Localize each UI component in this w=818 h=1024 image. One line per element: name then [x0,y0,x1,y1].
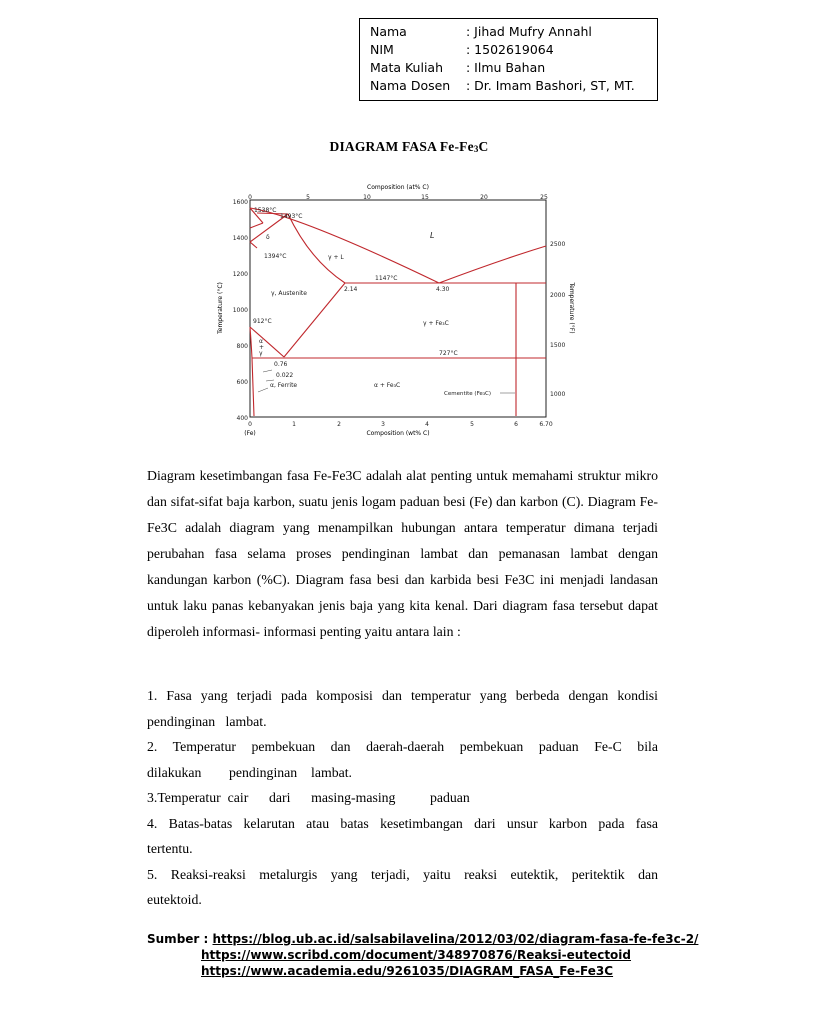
liquidus-left [250,208,439,283]
info-label: Nama [370,24,407,39]
left-tick: 1600 [232,199,248,206]
student-info-box [359,18,658,101]
info-value: : 1502619064 [466,42,554,57]
top-tick: 5 [306,194,310,201]
label-alpha-fe3c: α + Fe₃C [374,382,401,389]
ferrite-solvus [250,327,254,416]
left-tick: 1200 [232,271,248,278]
right-tick: 1000 [550,391,566,398]
list-line: dilakukan pendinginan lambat. [147,764,352,780]
paragraph-line: dan karbida besi Fe3C ini menjadi landasan untuk laku panas kebanyakan jenis [147,572,658,613]
left-tick: 1000 [232,307,248,314]
paragraph-line: Diagram kesetimbangan fasa Fe-Fe3C adalah alat penting untuk memahami [147,468,574,483]
paragraph-line: antara temperatur dimana terjadi perubahan fasa selama proses pendinginan [147,520,658,561]
label-cementite: Cementite (Fe₃C) [444,391,492,397]
title-main: DIAGRAM FASA Fe-Fe [329,139,474,154]
right-tick: 2500 [550,241,566,248]
bottom-tick: 3 [381,421,385,428]
liquidus-right [439,246,546,283]
list-line: 1. Fasa yang terjadi pada komposisi dan temperatur yang berbeda dengan kondisi [147,688,658,703]
left-axis-title: Temperature (°C) [217,282,224,334]
label-delta: δ [266,234,270,241]
top-tick: 10 [363,194,371,201]
left-tick: 600 [236,379,248,386]
label-912: 912°C [253,318,272,325]
document-title [0,139,818,155]
information-list [147,683,658,913]
label-1493: 1493°C [280,213,303,220]
info-row-name [370,23,657,41]
label-austenite: γ, Austenite [271,290,307,297]
title-subscript: 3 [473,144,479,154]
left-tick: 800 [236,343,248,350]
label-0-022: 0.022 [276,372,294,379]
top-axis-title: Composition (at% C) [367,184,429,191]
info-row-nim [370,41,657,59]
label-2-14: 2.14 [344,286,358,293]
paragraph-line: karbon (C). Diagram Fe-Fe3C adalah diagram yang menampilkan hubungan [147,494,658,535]
label-727: 727°C [439,350,458,357]
info-value: : Ilmu Bahan [466,60,546,75]
source-link[interactable]: https://blog.ub.ac.id/salsabilavelina/2012/03/02/diagram-fasa-fe-fe3c-2/ [212,932,699,946]
info-value: : Jihad Mufry Annahl [466,24,592,39]
label-1538: 1538°C [254,207,277,214]
bottom-axis-title: Composition (wt% C) [366,430,430,437]
bottom-tick: 6 [514,421,518,428]
list-line: pendinginan lambat. [147,713,267,729]
info-label: Nama Dosen [370,78,451,93]
label-0-76: 0.76 [274,361,288,368]
list-line: 3.Temperatur cair dari masing-masing paduan [147,790,470,805]
bottom-tick: 0 [248,421,252,428]
top-tick: 0 [248,194,252,201]
bottom-tick: 1 [292,421,296,428]
label-1394: 1394°C [264,253,287,260]
left-tick: 400 [236,415,248,422]
right-tick: 2000 [550,292,566,299]
label-gamma-fe3c: γ + Fe₃C [423,320,449,327]
label-alpha-gamma-g: γ [259,350,263,357]
top-tick: 15 [421,194,429,201]
list-line: 2. Temperatur pembekuan dan daerah-daerah pembekuan paduan Fe-C bila [147,739,658,754]
sources-block [147,931,698,979]
list-line: tertentu. [147,841,193,856]
bottom-tick: 6.70 [539,421,553,428]
label-gamma-l: γ + L [328,254,344,261]
a3-line [250,327,284,357]
label-liquid: L [430,231,435,240]
paragraph-line: informasi penting yaitu antara lain : [263,624,461,639]
top-tick: 25 [540,194,548,201]
paragraph-line: baja yang kita kenal. Dari diagram fasa tersebut dapat diperoleh informasi- [147,598,659,639]
left-tick: 1400 [232,235,248,242]
label-ferrite: α, Ferrite [270,382,298,389]
intro-paragraph [147,463,658,645]
bottom-tick: 2 [337,421,341,428]
info-row-course [370,59,657,77]
label-alpha-gamma-plus: + [259,344,265,351]
info-label: NIM [370,42,394,57]
bottom-tick: 4 [425,421,429,428]
list-line: 4. Batas-batas kelarutan atau batas kesetimbangan dari unsur karbon pada fasa [147,815,658,831]
paragraph-line: struktur mikro dan sifat-sifat baja karbon, suatu jenis logam paduan besi (Fe) dan [147,468,658,509]
label-1147: 1147°C [375,275,398,282]
list-line: 5. Reaksi-reaksi metalurgis yang terjadi, yaitu reaksi eutektik, peritektik dan [147,866,658,882]
bottom-origin-label: (Fe) [244,430,256,437]
bottom-tick: 5 [470,421,474,428]
source-link[interactable]: https://www.academia.edu/9261035/DIAGRAM_FASA_Fe-Fe3C [201,964,614,978]
sources-label: Sumber : [147,932,213,946]
paragraph-line: lambat dan pemanasan lambat dengan kandungan karbon (%C). Diagram fasa besi [147,546,658,587]
info-row-lecturer [370,77,657,95]
right-tick: 1500 [550,342,566,349]
info-label: Mata Kuliah [370,60,444,75]
label-4-30: 4.30 [436,286,450,293]
solidus [288,214,345,283]
fe-fe3c-phase-diagram [210,180,575,442]
list-line: eutektoid. [147,892,202,907]
top-tick: 20 [480,194,488,201]
title-tail: C [478,139,489,154]
label-alpha-gamma-a: α [259,338,263,345]
right-axis-title: Temperature (°F) [568,282,575,334]
info-value: : Dr. Imam Bashori, ST, MT. [466,78,635,93]
source-link[interactable]: https://www.scribd.com/document/348970876/Reaksi-eutectoid [201,948,632,962]
